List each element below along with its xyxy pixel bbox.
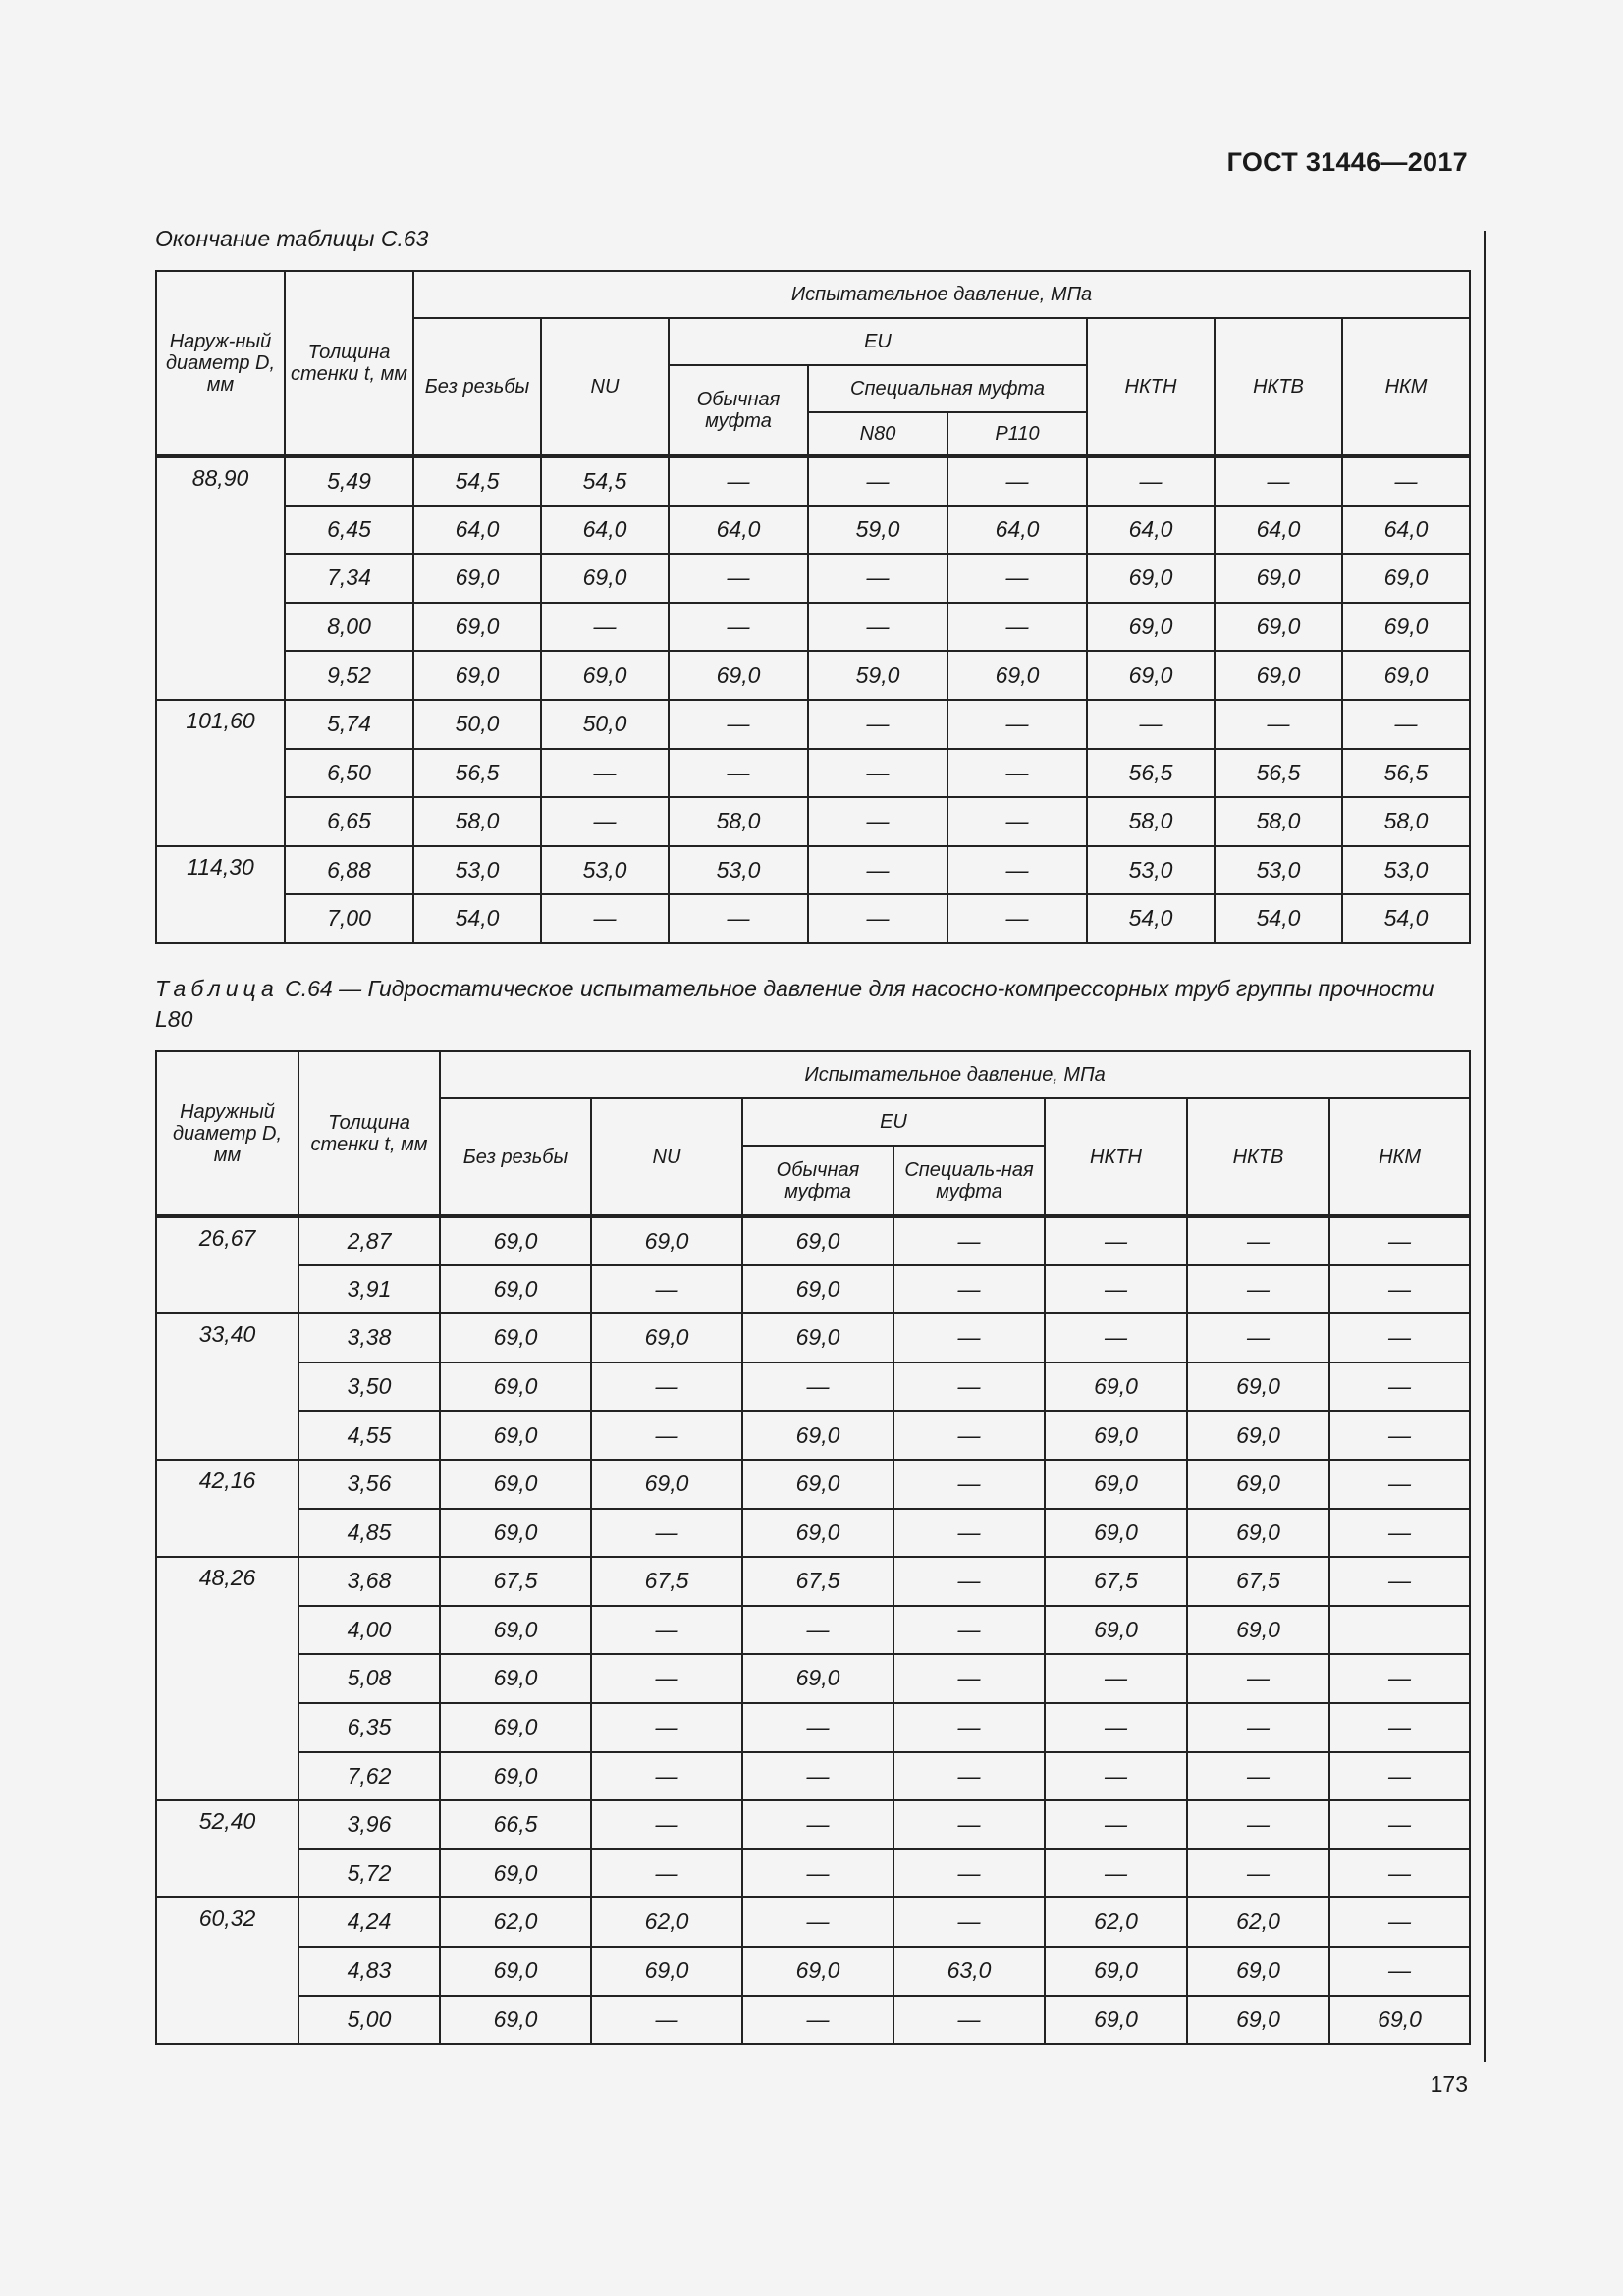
col-p110: P110 (947, 412, 1087, 456)
pressure-cell: 69,0 (1342, 603, 1470, 652)
pressure-cell: 67,5 (591, 1557, 742, 1606)
table-row (156, 1460, 1470, 1509)
table-row (156, 651, 1470, 700)
pressure-cell: 69,0 (742, 1947, 893, 1996)
table-row (156, 1947, 1470, 1996)
pressure-cell: — (1045, 1654, 1187, 1703)
pressure-cell: 69,0 (440, 1362, 591, 1412)
pressure-cell: — (1342, 700, 1470, 749)
pressure-cell: — (1187, 1752, 1329, 1801)
pressure-cell: — (591, 1509, 742, 1558)
pressure-cell: — (591, 1752, 742, 1801)
pressure-cell: — (808, 603, 947, 652)
pressure-cell: 69,0 (440, 1703, 591, 1752)
pressure-cell: 62,0 (1187, 1897, 1329, 1947)
wall-thickness-cell: 5,72 (298, 1849, 440, 1898)
pressure-cell: — (591, 1362, 742, 1412)
pressure-cell: 58,0 (669, 797, 808, 846)
pressure-cell: — (893, 1313, 1045, 1362)
pressure-cell: 69,0 (1342, 554, 1470, 603)
pressure-cell: 67,5 (440, 1557, 591, 1606)
table-row (156, 1313, 1470, 1362)
pressure-cell: 69,0 (1187, 1460, 1329, 1509)
pressure-cell: — (742, 1752, 893, 1801)
page-number: 173 (1430, 2071, 1468, 2097)
wall-thickness-cell: 8,00 (285, 603, 413, 652)
wall-thickness-cell: 6,50 (285, 749, 413, 798)
pressure-cell: — (1187, 1265, 1329, 1314)
col-eu: EU (742, 1098, 1045, 1146)
wall-thickness-cell: 3,96 (298, 1800, 440, 1849)
wall-thickness-cell: 4,00 (298, 1606, 440, 1655)
pressure-cell: 69,0 (669, 651, 808, 700)
pressure-cell: — (591, 1606, 742, 1655)
wall-thickness-cell: 5,74 (285, 700, 413, 749)
pressure-cell: 62,0 (1045, 1897, 1187, 1947)
pressure-cell: 54,5 (413, 456, 541, 506)
pressure-cell: — (591, 1800, 742, 1849)
pressure-cell: — (947, 554, 1087, 603)
pressure-cell: — (947, 846, 1087, 895)
pressure-cell: 54,0 (1215, 894, 1342, 943)
wall-thickness-cell: 5,08 (298, 1654, 440, 1703)
pressure-cell: 56,5 (413, 749, 541, 798)
pressure-cell: — (1329, 1509, 1470, 1558)
pressure-cell: — (669, 749, 808, 798)
pressure-cell: — (947, 894, 1087, 943)
col-special-coupling: Специаль-ная муфта (893, 1146, 1045, 1216)
pressure-cell: 54,0 (413, 894, 541, 943)
table-row (156, 1557, 1470, 1606)
pressure-cell: — (591, 1411, 742, 1460)
pressure-cell: — (893, 1703, 1045, 1752)
pressure-cell: — (742, 1800, 893, 1849)
table-row (156, 603, 1470, 652)
pressure-cell: — (1045, 1265, 1187, 1314)
table-row (156, 700, 1470, 749)
pressure-cell: — (808, 456, 947, 506)
document-code: ГОСТ 31446—2017 (1226, 147, 1468, 177)
col-nktn: НКТН (1087, 318, 1215, 456)
wall-thickness-cell: 6,88 (285, 846, 413, 895)
pressure-cell: 69,0 (1187, 1509, 1329, 1558)
pressure-cell: 64,0 (413, 506, 541, 555)
pressure-cell: — (742, 1849, 893, 1898)
table-row (156, 1703, 1470, 1752)
wall-thickness-cell: 4,55 (298, 1411, 440, 1460)
pressure-cell: — (1329, 1849, 1470, 1898)
pressure-cell: 53,0 (1215, 846, 1342, 895)
wall-thickness-cell: 9,52 (285, 651, 413, 700)
pressure-cell: 69,0 (440, 1654, 591, 1703)
pressure-cell: 64,0 (541, 506, 669, 555)
col-nktn: НКТН (1045, 1098, 1187, 1216)
pressure-cell: — (1329, 1313, 1470, 1362)
pressure-cell: 53,0 (669, 846, 808, 895)
pressure-cell: 69,0 (413, 651, 541, 700)
pressure-cell: 59,0 (808, 651, 947, 700)
pressure-cell: 67,5 (742, 1557, 893, 1606)
pressure-cell: 69,0 (1045, 1606, 1187, 1655)
pressure-cell: — (893, 1411, 1045, 1460)
wall-thickness-cell: 7,62 (298, 1752, 440, 1801)
pressure-cell: — (1342, 456, 1470, 506)
table-row (156, 749, 1470, 798)
pressure-cell: 64,0 (1342, 506, 1470, 555)
pressure-cell: — (947, 456, 1087, 506)
pressure-cell: — (808, 846, 947, 895)
pressure-cell: 56,5 (1087, 749, 1215, 798)
pressure-cell: 69,0 (591, 1460, 742, 1509)
pressure-cell: 53,0 (1087, 846, 1215, 895)
pressure-cell: — (1215, 456, 1342, 506)
pressure-cell: — (1329, 1654, 1470, 1703)
pressure-cell: — (1187, 1800, 1329, 1849)
pressure-cell: 58,0 (1342, 797, 1470, 846)
pressure-cell: 69,0 (1215, 554, 1342, 603)
pressure-cell: — (808, 700, 947, 749)
pressure-cell: 69,0 (440, 1216, 591, 1265)
col-wall-thickness: Толщина стенки t, мм (285, 271, 413, 456)
pressure-cell: 69,0 (440, 1265, 591, 1314)
pressure-cell: — (591, 1849, 742, 1898)
pressure-cell: 69,0 (591, 1313, 742, 1362)
pressure-cell: — (893, 1557, 1045, 1606)
pressure-cell: 62,0 (591, 1897, 742, 1947)
table-row (156, 1897, 1470, 1947)
pressure-cell: 54,0 (1342, 894, 1470, 943)
pressure-cell: 69,0 (947, 651, 1087, 700)
table-row (156, 554, 1470, 603)
table-c63 (155, 270, 1471, 944)
pressure-cell: — (669, 554, 808, 603)
pressure-cell: — (742, 1996, 893, 2045)
pressure-cell: 66,5 (440, 1800, 591, 1849)
pressure-cell: — (1329, 1897, 1470, 1947)
wall-thickness-cell: 7,00 (285, 894, 413, 943)
table2-caption-text: С.64 — Гидростатическое испытательное давление для насосно-компрессорных труб группы прочности L80 (155, 976, 1434, 1032)
col-wall-thickness: Толщина стенки t, мм (298, 1051, 440, 1216)
pressure-cell: — (1329, 1216, 1470, 1265)
pressure-cell: 58,0 (413, 797, 541, 846)
outer-diameter-cell: 48,26 (156, 1557, 298, 1800)
pressure-cell: 69,0 (1045, 1411, 1187, 1460)
pressure-cell: 64,0 (1087, 506, 1215, 555)
wall-thickness-cell: 5,00 (298, 1996, 440, 2045)
wall-thickness-cell: 3,68 (298, 1557, 440, 1606)
wall-thickness-cell: 2,87 (298, 1216, 440, 1265)
col-nu: NU (591, 1098, 742, 1216)
table-row (156, 1654, 1470, 1703)
pressure-cell: — (947, 603, 1087, 652)
pressure-cell: 64,0 (947, 506, 1087, 555)
pressure-cell: 69,0 (440, 1752, 591, 1801)
pressure-cell: — (1045, 1849, 1187, 1898)
wall-thickness-cell: 3,91 (298, 1265, 440, 1314)
pressure-cell: 69,0 (440, 1460, 591, 1509)
wall-thickness-cell: 6,35 (298, 1703, 440, 1752)
pressure-cell: — (947, 700, 1087, 749)
pressure-cell: — (893, 1460, 1045, 1509)
pressure-cell: 69,0 (1187, 1606, 1329, 1655)
pressure-cell: — (893, 1362, 1045, 1412)
outer-diameter-cell: 114,30 (156, 846, 285, 943)
pressure-cell: — (893, 1800, 1045, 1849)
pressure-cell: 69,0 (742, 1216, 893, 1265)
pressure-cell: — (893, 1849, 1045, 1898)
pressure-cell: — (1187, 1313, 1329, 1362)
pressure-cell: — (591, 1265, 742, 1314)
pressure-cell: 54,5 (541, 456, 669, 506)
outer-diameter-cell: 52,40 (156, 1800, 298, 1897)
wall-thickness-cell: 4,85 (298, 1509, 440, 1558)
pressure-cell: — (1045, 1703, 1187, 1752)
pressure-cell: 69,0 (1087, 651, 1215, 700)
pressure-cell: 69,0 (413, 554, 541, 603)
pressure-cell: 69,0 (1045, 1947, 1187, 1996)
pressure-cell: — (1187, 1849, 1329, 1898)
col-test-pressure: Испытательное давление, МПа (413, 271, 1470, 318)
col-no-thread: Без резьбы (413, 318, 541, 456)
pressure-cell: 54,0 (1087, 894, 1215, 943)
pressure-cell: 56,5 (1215, 749, 1342, 798)
col-nktv: НКТВ (1187, 1098, 1329, 1216)
table-row (156, 1849, 1470, 1898)
table-row (156, 1606, 1470, 1655)
pressure-cell: 69,0 (591, 1216, 742, 1265)
wall-thickness-cell: 7,34 (285, 554, 413, 603)
pressure-cell: 58,0 (1215, 797, 1342, 846)
pressure-cell: 69,0 (440, 1996, 591, 2045)
table-row (156, 1996, 1470, 2045)
pressure-cell: — (1187, 1654, 1329, 1703)
pressure-cell: 69,0 (742, 1411, 893, 1460)
outer-diameter-cell: 101,60 (156, 700, 285, 846)
pressure-cell: 69,0 (440, 1947, 591, 1996)
outer-diameter-cell: 60,32 (156, 1897, 298, 2044)
table-row (156, 1411, 1470, 1460)
table-row (156, 846, 1470, 895)
pressure-cell: — (669, 700, 808, 749)
col-no-thread: Без резьбы (440, 1098, 591, 1216)
wall-thickness-cell: 3,38 (298, 1313, 440, 1362)
pressure-cell: — (591, 1996, 742, 2045)
pressure-cell: 69,0 (1045, 1362, 1187, 1412)
pressure-cell: 69,0 (1215, 603, 1342, 652)
pressure-cell: — (742, 1897, 893, 1947)
col-outer-diameter: Наруж-ный диаметр D, мм (156, 271, 285, 456)
pressure-cell: — (1045, 1313, 1187, 1362)
pressure-cell: — (541, 797, 669, 846)
pressure-cell: 69,0 (1187, 1996, 1329, 2045)
pressure-cell: 69,0 (440, 1509, 591, 1558)
pressure-cell: — (1329, 1800, 1470, 1849)
pressure-cell: — (1329, 1411, 1470, 1460)
pressure-cell: 53,0 (413, 846, 541, 895)
table-row (156, 797, 1470, 846)
pressure-cell: — (591, 1654, 742, 1703)
table-row (156, 1362, 1470, 1412)
wall-thickness-cell: 3,50 (298, 1362, 440, 1412)
pressure-cell: 59,0 (808, 506, 947, 555)
pressure-cell: — (1329, 1557, 1470, 1606)
pressure-cell: 69,0 (742, 1654, 893, 1703)
outer-diameter-cell: 88,90 (156, 456, 285, 700)
pressure-cell: — (742, 1606, 893, 1655)
pressure-cell: 69,0 (742, 1313, 893, 1362)
pressure-cell: 67,5 (1045, 1557, 1187, 1606)
wall-thickness-cell: 4,83 (298, 1947, 440, 1996)
col-test-pressure: Испытательное давление, МПа (440, 1051, 1470, 1098)
pressure-cell: 69,0 (1187, 1362, 1329, 1412)
pressure-cell: 62,0 (440, 1897, 591, 1947)
pressure-cell (1329, 1606, 1470, 1655)
pressure-cell: 69,0 (742, 1509, 893, 1558)
col-regular-coupling: Обычная муфта (669, 365, 808, 456)
pressure-cell: 69,0 (1045, 1996, 1187, 2045)
pressure-cell: — (808, 749, 947, 798)
pressure-cell: 69,0 (541, 554, 669, 603)
pressure-cell: — (1329, 1362, 1470, 1412)
pressure-cell: 53,0 (541, 846, 669, 895)
pressure-cell: — (541, 894, 669, 943)
pressure-cell: — (808, 797, 947, 846)
col-nktv: НКТВ (1215, 318, 1342, 456)
pressure-cell: 63,0 (893, 1947, 1045, 1996)
pressure-cell: — (893, 1654, 1045, 1703)
pressure-cell: 69,0 (1187, 1947, 1329, 1996)
outer-diameter-cell: 26,67 (156, 1216, 298, 1313)
pressure-cell: — (893, 1606, 1045, 1655)
pressure-cell: — (808, 894, 947, 943)
wall-thickness-cell: 6,65 (285, 797, 413, 846)
pressure-cell: 69,0 (413, 603, 541, 652)
pressure-cell: 69,0 (1045, 1460, 1187, 1509)
pressure-cell: — (1187, 1703, 1329, 1752)
pressure-cell: 69,0 (440, 1606, 591, 1655)
pressure-cell: 69,0 (1087, 603, 1215, 652)
table-row (156, 894, 1470, 943)
pressure-cell: — (893, 1265, 1045, 1314)
pressure-cell: — (1329, 1265, 1470, 1314)
pressure-cell: — (669, 894, 808, 943)
pressure-cell: 64,0 (669, 506, 808, 555)
pressure-cell: — (742, 1362, 893, 1412)
outer-diameter-cell: 42,16 (156, 1460, 298, 1557)
pressure-cell: 69,0 (440, 1313, 591, 1362)
wall-thickness-cell: 3,56 (298, 1460, 440, 1509)
table-row (156, 456, 1470, 506)
pressure-cell: 69,0 (1045, 1509, 1187, 1558)
wall-thickness-cell: 5,49 (285, 456, 413, 506)
table-row (156, 1752, 1470, 1801)
wall-thickness-cell: 6,45 (285, 506, 413, 555)
pressure-cell: 53,0 (1342, 846, 1470, 895)
pressure-cell: 67,5 (1187, 1557, 1329, 1606)
pressure-cell: — (1215, 700, 1342, 749)
pressure-cell: 69,0 (440, 1411, 591, 1460)
table2-caption (155, 974, 1469, 1035)
pressure-cell: — (1329, 1752, 1470, 1801)
pressure-cell: 69,0 (1087, 554, 1215, 603)
table-row (156, 1265, 1470, 1314)
table-c64 (155, 1050, 1471, 2045)
pressure-cell: 69,0 (1342, 651, 1470, 700)
pressure-cell: 69,0 (1187, 1411, 1329, 1460)
pressure-cell: — (1087, 456, 1215, 506)
pressure-cell: 56,5 (1342, 749, 1470, 798)
col-regular-coupling: Обычная муфта (742, 1146, 893, 1216)
pressure-cell: — (742, 1703, 893, 1752)
pressure-cell: 50,0 (413, 700, 541, 749)
col-nkm: НКМ (1342, 318, 1470, 456)
col-special-coupling: Специальная муфта (808, 365, 1087, 412)
pressure-cell: — (1045, 1800, 1187, 1849)
col-nu: NU (541, 318, 669, 456)
pressure-cell: 69,0 (742, 1460, 893, 1509)
pressure-cell: — (893, 1509, 1045, 1558)
table-row (156, 506, 1470, 555)
outer-diameter-cell: 33,40 (156, 1313, 298, 1460)
margin-rule (1484, 231, 1486, 2062)
pressure-cell: — (1329, 1703, 1470, 1752)
pressure-cell: — (808, 554, 947, 603)
pressure-cell: 50,0 (541, 700, 669, 749)
pressure-cell: — (669, 603, 808, 652)
pressure-cell: — (1045, 1216, 1187, 1265)
pressure-cell: — (1087, 700, 1215, 749)
table-row (156, 1509, 1470, 1558)
pressure-cell: 69,0 (541, 651, 669, 700)
pressure-cell: — (893, 1216, 1045, 1265)
table2-caption-prefix: Таблица (155, 976, 279, 1001)
col-outer-diameter: Наружный диаметр D, мм (156, 1051, 298, 1216)
pressure-cell: — (1329, 1947, 1470, 1996)
pressure-cell: 69,0 (440, 1849, 591, 1898)
col-nkm: НКМ (1329, 1098, 1470, 1216)
pressure-cell: — (1187, 1216, 1329, 1265)
table-row (156, 1800, 1470, 1849)
wall-thickness-cell: 4,24 (298, 1897, 440, 1947)
pressure-cell: — (591, 1703, 742, 1752)
col-n80: N80 (808, 412, 947, 456)
pressure-cell: — (893, 1897, 1045, 1947)
pressure-cell: 69,0 (1329, 1996, 1470, 2045)
pressure-cell: — (669, 456, 808, 506)
pressure-cell: 69,0 (742, 1265, 893, 1314)
pressure-cell: — (893, 1996, 1045, 2045)
pressure-cell: — (1045, 1752, 1187, 1801)
pressure-cell: 69,0 (591, 1947, 742, 1996)
table1-caption: Окончание таблицы С.63 (155, 226, 429, 251)
col-eu: EU (669, 318, 1087, 365)
pressure-cell: 69,0 (1215, 651, 1342, 700)
pressure-cell: — (893, 1752, 1045, 1801)
pressure-cell: — (947, 797, 1087, 846)
pressure-cell: 58,0 (1087, 797, 1215, 846)
table-row (156, 1216, 1470, 1265)
pressure-cell: 64,0 (1215, 506, 1342, 555)
pressure-cell: — (541, 603, 669, 652)
pressure-cell: — (1329, 1460, 1470, 1509)
pressure-cell: — (541, 749, 669, 798)
pressure-cell: — (947, 749, 1087, 798)
